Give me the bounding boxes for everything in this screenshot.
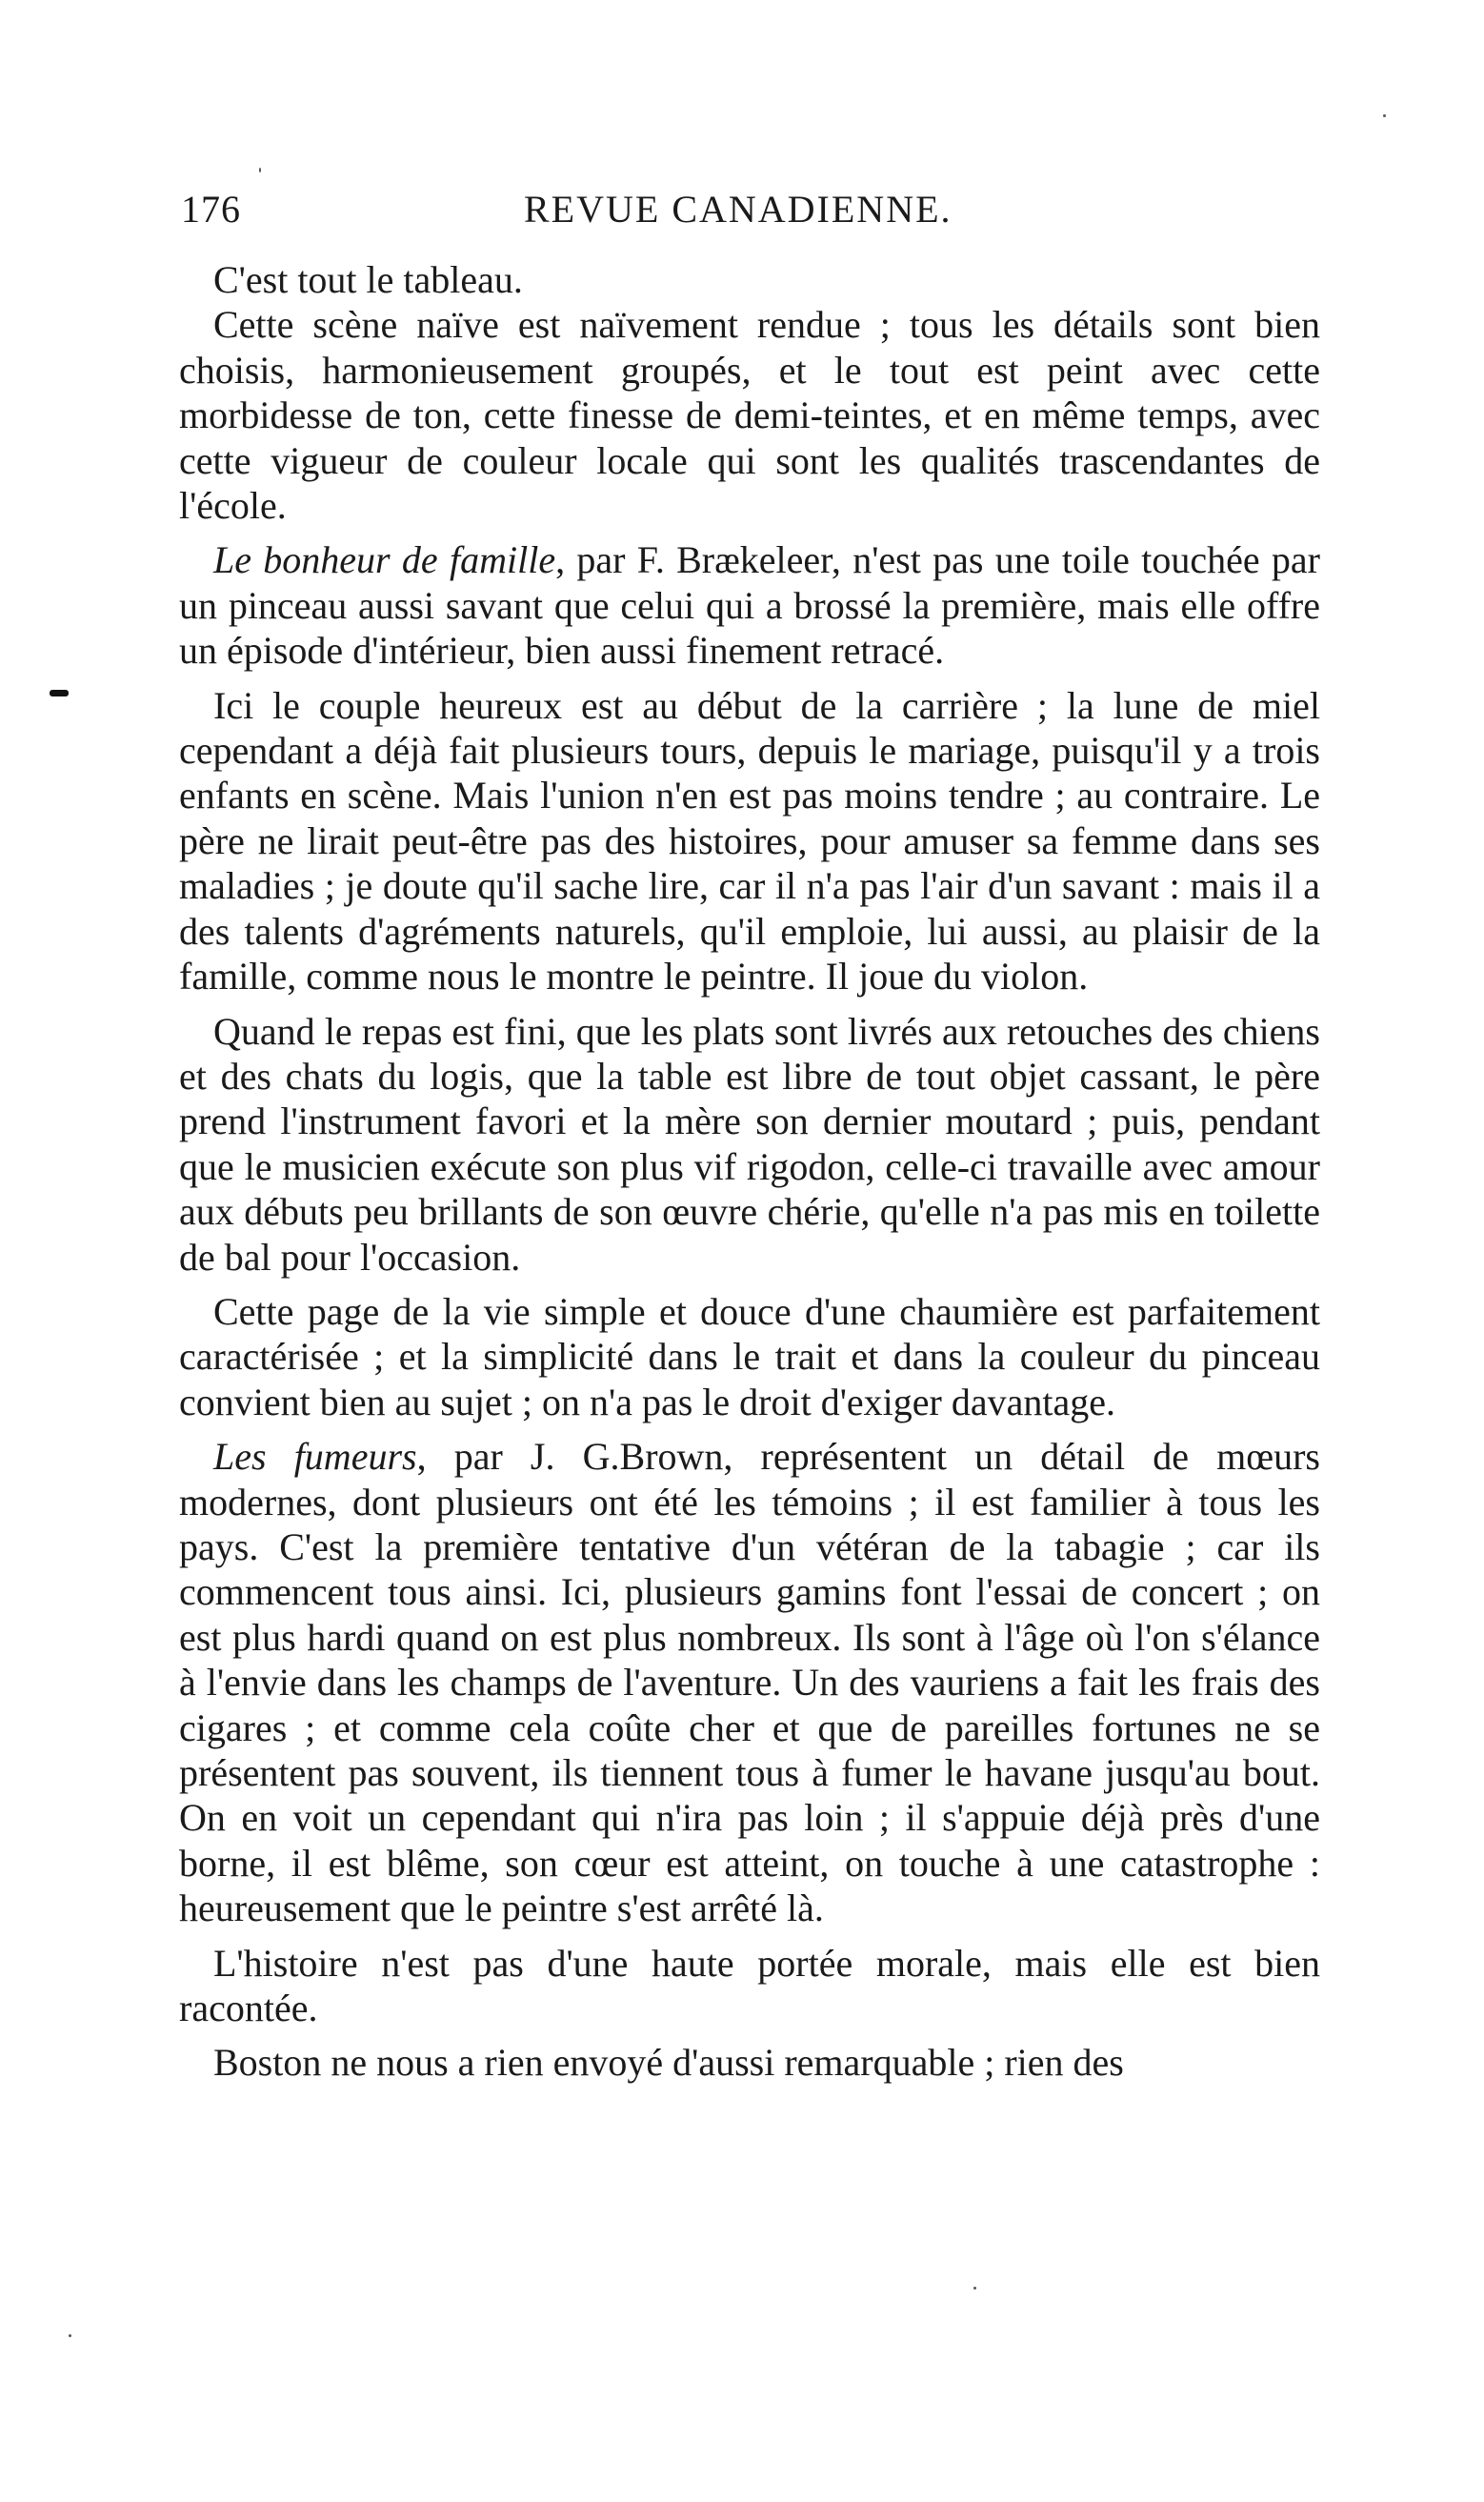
paragraph bbox=[179, 1434, 1320, 1930]
article-body bbox=[179, 257, 1320, 2086]
paragraph-text: , par F. Brækeleer, n'est pas une toile touchée par un pinceau aussi savant que celui qui a brossé la première, mais elle offre un épisode d'intérieur, bien aussi finement retracé. bbox=[179, 538, 1320, 673]
paragraph bbox=[179, 683, 1320, 999]
paragraph-text: Quand le repas est fini, que les plats sont livrés aux retouches des chiens et des chats du logis, que la table est libre de tout objet cassant, le père prend l'instrument favori et la mère son dernier moutard ; puis, pendant que le musicien exécute son plus vif rigodon, celle-ci travaille avec amour aux débuts peu brillants de son œuvre chérie, qu'elle n'a pas mis en toilette de bal pour l'occasion. bbox=[179, 1009, 1320, 1279]
paragraph-text: C'est tout le tableau. bbox=[213, 258, 523, 301]
margin-ink-mark bbox=[50, 690, 69, 696]
artwork-title: Les fumeurs bbox=[213, 1435, 417, 1479]
paragraph-text: Ici le couple heureux est au début de la carrière ; la lune de miel cependant a déjà fait plusieurs tours, depuis le mariage, puisqu'il y a trois enfants en scène. Mais l'union n'en est pas moins tendre ; au contraire. Le père ne lirait peut-être pas des histoires, pour amuser sa femme dans ses maladies ; je doute qu'il sache lire, car il n'a pas l'air d'un savant : mais il a des talents d'agréments naturels, qu'il emploie, lui aussi, au plaisir de la famille, comme nous le montre le peintre. Il joue du violon. bbox=[179, 683, 1320, 999]
page-number: 176 bbox=[181, 188, 241, 231]
paragraph bbox=[179, 2040, 1320, 2085]
artwork-title: Le bonheur de famille bbox=[213, 538, 556, 582]
paper-speck bbox=[69, 2334, 71, 2337]
paragraph bbox=[179, 1009, 1320, 1280]
paragraph-text: , par J. G.Brown, représentent un détail de mœurs modernes, dont plusieurs ont été les témoins ; il est familier à tous les pays. C'est la première tentative d'un vétéran de la tabagie ; car ils commencent tous ainsi. Ici, plusieurs gamins font l'essai de concert ; on est plus hardi quand on est plus nombreux. Ils sont à l'âge où l'on s'élance à l'envie dans les champs de l'aventure. Un des vauriens a fait les frais des cigares ; et comme cela coûte cher et que de pareilles fortunes ne se présentent pas souvent, ils tiennent tous à fumer le havane jusqu'au bout. On en voit un cependant qui n'ira pas loin ; il s'appuie déjà près d'une borne, il est blême, son cœur est atteint, on touche à une catastrophe : heureusement que le peintre s'est arrêté là. bbox=[179, 1435, 1321, 1930]
paragraph-text: Cette scène naïve est naïvement rendue ; tous les détails sont bien choisis, harmonieusement groupés, et le tout est peint avec cette morbidesse de ton, cette finesse de demi-teintes, et en même temps, avec cette vigueur de couleur locale qui sont les qualités trascendantes de l'école. bbox=[179, 303, 1320, 528]
paper-speck bbox=[259, 168, 261, 172]
page-header bbox=[181, 187, 1324, 244]
paragraph bbox=[179, 302, 1320, 528]
paragraph-text: L'histoire n'est pas d'une haute portée morale, mais elle est bien racontée. bbox=[179, 1941, 1320, 2030]
paper-speck bbox=[1383, 114, 1386, 117]
paragraph bbox=[179, 1289, 1320, 1424]
paragraph-text: Cette page de la vie simple et douce d'une chaumière est parfaitement caractérisée ; et la simplicité dans le trait et dans la couleur du pinceau convient bien au sujet ; on n'a pas le droit d'exiger davantage. bbox=[179, 1289, 1320, 1423]
paragraph bbox=[179, 1941, 1320, 2031]
paragraph bbox=[179, 257, 1320, 302]
paper-speck bbox=[973, 2287, 976, 2290]
paragraph bbox=[179, 537, 1320, 673]
running-title: REVUE CANADIENNE. bbox=[524, 188, 953, 231]
paragraph-text: Boston ne nous a rien envoyé d'aussi remarquable ; rien des bbox=[213, 2041, 1124, 2085]
